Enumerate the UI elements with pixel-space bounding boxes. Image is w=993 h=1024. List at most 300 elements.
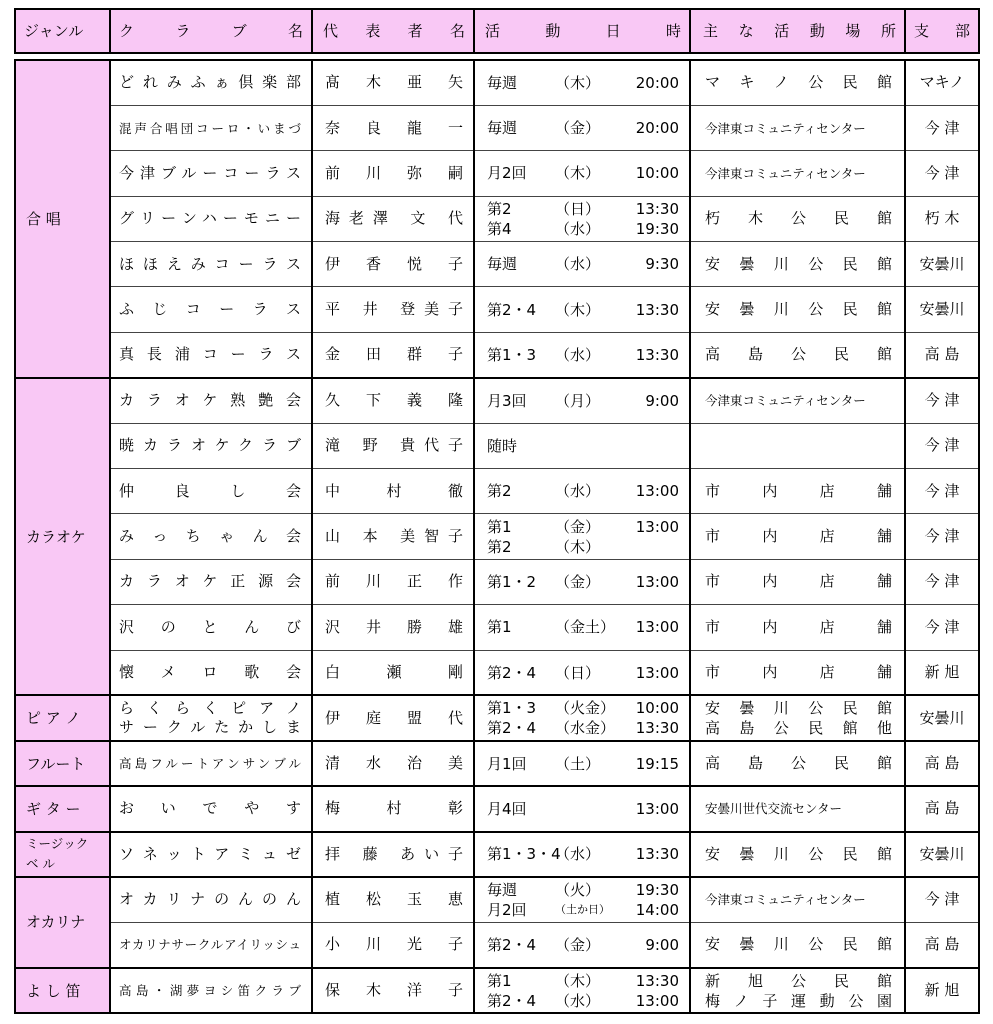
activity-weekday: （水）: [555, 255, 601, 274]
genre-cell: [15, 695, 110, 740]
activity-day: 第2・4: [487, 935, 537, 954]
branch-cell: [905, 60, 979, 105]
place-cell: [690, 332, 905, 377]
cell-text: 白 瀬 剛: [325, 663, 463, 682]
genre-label: ピ ア ノ: [26, 709, 81, 728]
branch-cell: [905, 695, 979, 740]
cell-text: 平 井 登美子: [325, 300, 463, 319]
activity-cell: [474, 650, 690, 695]
cell-text: 安曇川世代交流センター: [705, 801, 843, 817]
activity-cell: [474, 741, 690, 786]
cell-text: 今津東コミュニティセンター: [705, 892, 866, 908]
activity-day: 毎週: [487, 255, 518, 274]
activity-cell: [474, 968, 690, 1013]
club-name-cell: [110, 741, 312, 786]
genre-cell: [15, 378, 110, 696]
activity-weekday: （金）: [555, 517, 601, 536]
cell-text: 高島フルートアンサンブル: [119, 756, 301, 772]
cell-text: 今津ブルーコーラス: [119, 163, 301, 182]
activity-day: 月2回: [487, 164, 527, 183]
representative-cell: [312, 469, 474, 514]
club-name-cell: [110, 922, 312, 967]
activity-weekday: （金）: [555, 935, 601, 954]
activity-day: 第1: [487, 517, 512, 536]
table-row: [15, 469, 979, 514]
activity-weekday: （金）: [555, 572, 601, 591]
activity-day: 第2: [487, 482, 512, 501]
place-cell: [690, 469, 905, 514]
activity-time: 9:00: [645, 935, 679, 954]
cell-text: カラオケ正源会: [119, 572, 301, 591]
genre-label: 合 唱: [26, 209, 61, 228]
activity-line: [487, 517, 679, 537]
table-row: [15, 877, 979, 922]
branch-label: 今 津: [924, 436, 960, 455]
table-row: [15, 60, 979, 105]
activity-weekday: （金）: [555, 119, 601, 138]
activity-line: [487, 481, 679, 501]
branch-cell: [905, 741, 979, 786]
table-row: [15, 287, 979, 332]
activity-time: [623, 537, 679, 557]
cell-text: 植 松 玉 恵: [325, 890, 463, 909]
activity-line: [487, 118, 679, 138]
activity-day: 第2・4: [487, 719, 537, 738]
activity-line: [487, 219, 679, 239]
activity-weekday: （火）: [555, 880, 601, 899]
cell-text: 沢 の と ん び: [119, 617, 301, 636]
genre-label: フルート: [26, 754, 86, 773]
activity-cell: [474, 559, 690, 604]
branch-cell: [905, 514, 979, 559]
branch-label: 高 島: [924, 345, 960, 364]
branch-label: 今 津: [924, 118, 960, 137]
activity-day: 第2: [487, 537, 512, 556]
place-cell: [690, 741, 905, 786]
activity-time: 13:30: [635, 345, 679, 364]
place-cell: [690, 559, 905, 604]
cell-text: 梅 村 彰: [325, 799, 463, 818]
cell-text: 高 島 公 民 館: [705, 345, 892, 364]
activity-line: [487, 391, 679, 411]
activity-day: 毎週: [487, 880, 518, 899]
genre-label: オカリナ: [26, 913, 86, 932]
cell-text: サークルたかしま: [119, 718, 301, 737]
activity-day: 第1: [487, 618, 512, 637]
cell-text: 伊 庭 盟 代: [325, 708, 463, 727]
activity-time: 19:30: [635, 880, 679, 899]
place-cell: [690, 60, 905, 105]
activity-weekday: （木）: [555, 300, 601, 319]
genre-label: よ し 笛: [26, 981, 81, 1000]
activity-time: 20:00: [635, 73, 679, 92]
activity-cell: [474, 469, 690, 514]
table-row: [15, 832, 979, 877]
place-cell: [690, 695, 905, 740]
activity-weekday: （水）: [555, 219, 601, 238]
cell-text: オカリナサークルアイリッシュ: [119, 937, 301, 953]
club-table: [14, 8, 980, 1014]
activity-day: 月3回: [487, 391, 527, 410]
activity-time: 13:00: [635, 799, 679, 818]
representative-cell: [312, 423, 474, 468]
activity-cell: [474, 378, 690, 423]
activity-day: 第2: [487, 199, 512, 218]
club-name-cell: [110, 287, 312, 332]
cell-text: 髙 木 亜 矢: [325, 73, 463, 92]
branch-label: 安曇川: [919, 254, 965, 273]
genre-cell: [15, 832, 110, 877]
club-name-cell: [110, 378, 312, 423]
genre-cell: [15, 741, 110, 786]
table-row: [15, 514, 979, 559]
cell-text: 新 旭 公 民 館: [705, 971, 892, 990]
branch-cell: [905, 650, 979, 695]
branch-label: 高 島: [924, 754, 960, 773]
cell-text: マ キ ノ 公 民 館: [705, 73, 892, 92]
cell-text: 久 下 義 隆: [325, 391, 463, 410]
place-cell: [690, 605, 905, 650]
activity-line: [487, 971, 679, 991]
activity-cell: [474, 786, 690, 831]
table-row: [15, 695, 979, 740]
branch-cell: [905, 877, 979, 922]
representative-cell: [312, 196, 474, 241]
activity-cell: [474, 287, 690, 332]
activity-weekday: （日）: [555, 663, 601, 682]
representative-cell: [312, 559, 474, 604]
activity-line: [487, 754, 679, 774]
place-cell: [690, 423, 905, 468]
activity-day: 第1・3・4: [487, 845, 561, 864]
branch-label: 高 島: [924, 935, 960, 954]
activity-line: [487, 199, 679, 219]
cell-text: 今津東コミュニティセンター: [705, 120, 866, 136]
branch-cell: [905, 968, 979, 1013]
activity-line: [487, 844, 679, 864]
branch-label: 安曇川: [919, 300, 965, 319]
activity-day: 第4: [487, 219, 512, 238]
cell-text: 滝 野 貴代子: [325, 436, 463, 455]
cell-text: 前 川 正 作: [325, 572, 463, 591]
place-cell: [690, 832, 905, 877]
activity-weekday: （木）: [555, 971, 601, 990]
branch-cell: [905, 151, 979, 196]
representative-cell: [312, 832, 474, 877]
header-club: ク ラ ブ 名: [110, 9, 312, 53]
cell-text: 中 村 徹: [325, 481, 463, 500]
branch-label: 安曇川: [919, 708, 965, 727]
activity-line: [487, 345, 679, 365]
branch-cell: [905, 105, 979, 150]
branch-cell: [905, 332, 979, 377]
cell-text: 市 内 店 舗: [705, 572, 892, 591]
club-name-cell: [110, 968, 312, 1013]
cell-text: 高島・湖夢ヨシ笛クラブ: [119, 983, 301, 998]
representative-cell: [312, 151, 474, 196]
cell-text: 今津東コミュニティセンター: [705, 165, 866, 181]
club-name-cell: [110, 423, 312, 468]
activity-day: 毎週: [487, 119, 518, 138]
cell-text: 山 本 美智子: [325, 527, 463, 546]
branch-label: 朽 木: [924, 209, 960, 228]
genre-label: ギ タ ー: [26, 799, 81, 818]
branch-label: 新 旭: [924, 981, 960, 999]
cell-text: 安 曇 川 公 民 館: [705, 844, 892, 863]
activity-line: [487, 900, 679, 920]
cell-text: 拝 藤 あい子: [325, 844, 463, 863]
header-place: 主 な 活 動 場 所: [690, 9, 905, 53]
activity-cell: [474, 514, 690, 559]
club-name-cell: [110, 695, 312, 740]
activity-line: [487, 73, 679, 93]
cell-text: 金 田 群 子: [325, 345, 463, 364]
activity-day: 第2・4: [487, 300, 537, 319]
club-name-cell: [110, 469, 312, 514]
activity-line: [487, 163, 679, 183]
activity-weekday: （金土）: [555, 618, 616, 637]
activity-line: [487, 254, 679, 274]
place-cell: [690, 287, 905, 332]
branch-cell: [905, 378, 979, 423]
table-row: [15, 105, 979, 150]
cell-text: 小 川 光 子: [325, 935, 463, 954]
cell-text: 懐 メ ロ 歌 会: [119, 663, 301, 682]
activity-weekday: （木）: [555, 537, 601, 556]
representative-cell: [312, 968, 474, 1013]
activity-line: [487, 300, 679, 320]
activity-day: 毎週: [487, 73, 518, 92]
table-row: [15, 242, 979, 287]
branch-label: 今 津: [924, 481, 960, 500]
activity-time: 9:30: [645, 255, 679, 274]
branch-label: 高 島: [924, 799, 960, 818]
genre-label: ミージック ベ ル: [26, 836, 89, 872]
activity-cell: [474, 151, 690, 196]
cell-text: 真長浦コーラス: [119, 345, 301, 364]
branch-cell: [905, 423, 979, 468]
activity-weekday: （日）: [555, 199, 601, 218]
cell-text: らくらくピアノ: [119, 699, 301, 718]
representative-cell: [312, 332, 474, 377]
representative-cell: [312, 378, 474, 423]
cell-text: 市 内 店 舗: [705, 527, 892, 546]
activity-day: 第2・4: [487, 991, 537, 1010]
activity-line: [487, 663, 679, 683]
representative-cell: [312, 287, 474, 332]
branch-label: マキノ: [919, 73, 965, 92]
activity-time: 14:00: [635, 900, 679, 919]
representative-cell: [312, 605, 474, 650]
activity-day: 第2・4: [487, 663, 537, 682]
cell-text: 暁カラオケクラブ: [119, 436, 301, 455]
activity-time: 13:00: [635, 991, 679, 1010]
representative-cell: [312, 242, 474, 287]
activity-day: 月2回: [487, 900, 527, 919]
cell-text: 伊 香 悦 子: [325, 254, 463, 273]
club-name-cell: [110, 60, 312, 105]
branch-label: 新 旭: [924, 663, 960, 682]
header-activity: 活 動 日 時: [474, 9, 690, 53]
club-name-cell: [110, 559, 312, 604]
activity-cell: [474, 423, 690, 468]
activity-cell: [474, 60, 690, 105]
place-cell: [690, 196, 905, 241]
activity-cell: [474, 695, 690, 740]
genre-label: カラオケ: [26, 527, 86, 546]
table-row: [15, 922, 979, 967]
activity-weekday: （水）: [555, 845, 601, 864]
branch-cell: [905, 469, 979, 514]
table-row: [15, 196, 979, 241]
activity-time: 19:15: [635, 754, 679, 773]
cell-text: 仲 良 し 会: [119, 481, 301, 500]
activity-time: 13:00: [635, 517, 679, 536]
activity-line: [487, 935, 679, 955]
place-cell: [690, 968, 905, 1013]
club-name-cell: [110, 877, 312, 922]
branch-cell: [905, 242, 979, 287]
cell-text: 安 曇 川 公 民 館: [705, 300, 892, 319]
activity-line: [487, 698, 679, 718]
place-cell: [690, 786, 905, 831]
activity-time: 10:00: [635, 699, 679, 718]
table-row: [15, 968, 979, 1013]
club-table-wrapper: [14, 8, 980, 1014]
cell-text: 清 水 治 美: [325, 754, 463, 773]
activity-time: 13:00: [635, 572, 679, 591]
activity-time: 13:30: [635, 199, 679, 218]
activity-cell: [474, 332, 690, 377]
activity-weekday: （月）: [555, 391, 601, 410]
branch-label: 今 津: [924, 572, 960, 591]
club-name-cell: [110, 832, 312, 877]
table-row: [15, 378, 979, 423]
place-cell: [690, 922, 905, 967]
cell-text: みっちゃん会: [119, 527, 301, 546]
place-cell: [690, 378, 905, 423]
activity-line: [487, 617, 679, 637]
activity-cell: [474, 605, 690, 650]
activity-weekday: （木）: [555, 164, 601, 183]
branch-label: 今 津: [924, 391, 960, 410]
branch-label: 今 津: [924, 617, 960, 636]
cell-text: ほほえみコーラス: [119, 254, 301, 273]
representative-cell: [312, 695, 474, 740]
branch-label: 今 津: [924, 890, 960, 909]
activity-time: [623, 436, 679, 456]
activity-weekday: （土）: [555, 754, 601, 773]
cell-text: 海老澤 文 代: [325, 209, 463, 228]
activity-line: [487, 799, 679, 819]
branch-cell: [905, 287, 979, 332]
table-row: [15, 559, 979, 604]
activity-time: 13:00: [635, 663, 679, 682]
table-row: [15, 332, 979, 377]
activity-cell: [474, 105, 690, 150]
place-cell: [690, 105, 905, 150]
genre-cell: [15, 60, 110, 378]
cell-text: 今津東コミュニティセンター: [705, 393, 866, 409]
activity-line: [487, 572, 679, 592]
club-name-cell: [110, 650, 312, 695]
activity-cell: [474, 922, 690, 967]
activity-day: 随時: [487, 436, 518, 455]
activity-weekday: （水）: [555, 991, 601, 1010]
cell-text: 高 島 公 民 館: [705, 754, 892, 773]
activity-weekday: [555, 436, 623, 456]
activity-line: [487, 537, 679, 557]
activity-weekday: （水）: [555, 482, 601, 501]
branch-label: 安曇川: [919, 844, 965, 863]
club-name-cell: [110, 786, 312, 831]
cell-text: 安 曇 川 公 民 館: [705, 699, 892, 718]
club-name-cell: [110, 151, 312, 196]
cell-text: 奈 良 龍 一: [325, 118, 463, 137]
activity-weekday: （水）: [555, 345, 601, 364]
branch-cell: [905, 605, 979, 650]
genre-cell: [15, 877, 110, 968]
activity-day: 月4回: [487, 799, 527, 818]
header-branch: 支 部: [905, 9, 979, 53]
club-name-cell: [110, 105, 312, 150]
cell-text: 梅 ノ 子 運 動 公 園: [705, 991, 892, 1010]
representative-cell: [312, 650, 474, 695]
genre-cell: [15, 786, 110, 831]
cell-text: 市 内 店 舗: [705, 481, 892, 500]
cell-text: 安 曇 川 公 民 館: [705, 254, 892, 273]
activity-weekday: （木）: [555, 73, 601, 92]
table-row: [15, 786, 979, 831]
place-cell: [690, 242, 905, 287]
table-row: [15, 151, 979, 196]
table-row: [15, 423, 979, 468]
cell-text: カラオケ熟艶会: [119, 391, 301, 410]
table-row: [15, 650, 979, 695]
activity-cell: [474, 196, 690, 241]
activity-time: 13:30: [635, 719, 679, 738]
branch-cell: [905, 786, 979, 831]
cell-text: ふ じ コ ー ラ ス: [119, 300, 301, 319]
activity-weekday: （水金）: [555, 719, 616, 738]
activity-day: 第1・3: [487, 345, 537, 364]
cell-text: お い で や す: [119, 799, 301, 818]
branch-cell: [905, 559, 979, 604]
cell-text: ソネットアミュゼ: [119, 844, 301, 863]
activity-time: 13:30: [635, 845, 679, 864]
header-genre: ジャンル: [15, 9, 110, 53]
representative-cell: [312, 877, 474, 922]
header-separator: [15, 53, 979, 60]
representative-cell: [312, 105, 474, 150]
representative-cell: [312, 514, 474, 559]
cell-text: 朽 木 公 民 館: [705, 209, 892, 228]
club-name-cell: [110, 514, 312, 559]
activity-time: 19:30: [635, 219, 679, 238]
cell-text: 混声合唱団コーロ・いまづ: [119, 120, 301, 136]
club-name-cell: [110, 242, 312, 287]
place-cell: [690, 514, 905, 559]
representative-cell: [312, 786, 474, 831]
place-cell: [690, 650, 905, 695]
activity-time: 13:00: [635, 482, 679, 501]
activity-line: [487, 991, 679, 1011]
activity-time: 13:30: [635, 971, 679, 990]
activity-day: 第1・3: [487, 699, 537, 718]
table-row: [15, 741, 979, 786]
branch-label: 今 津: [924, 163, 960, 182]
representative-cell: [312, 741, 474, 786]
